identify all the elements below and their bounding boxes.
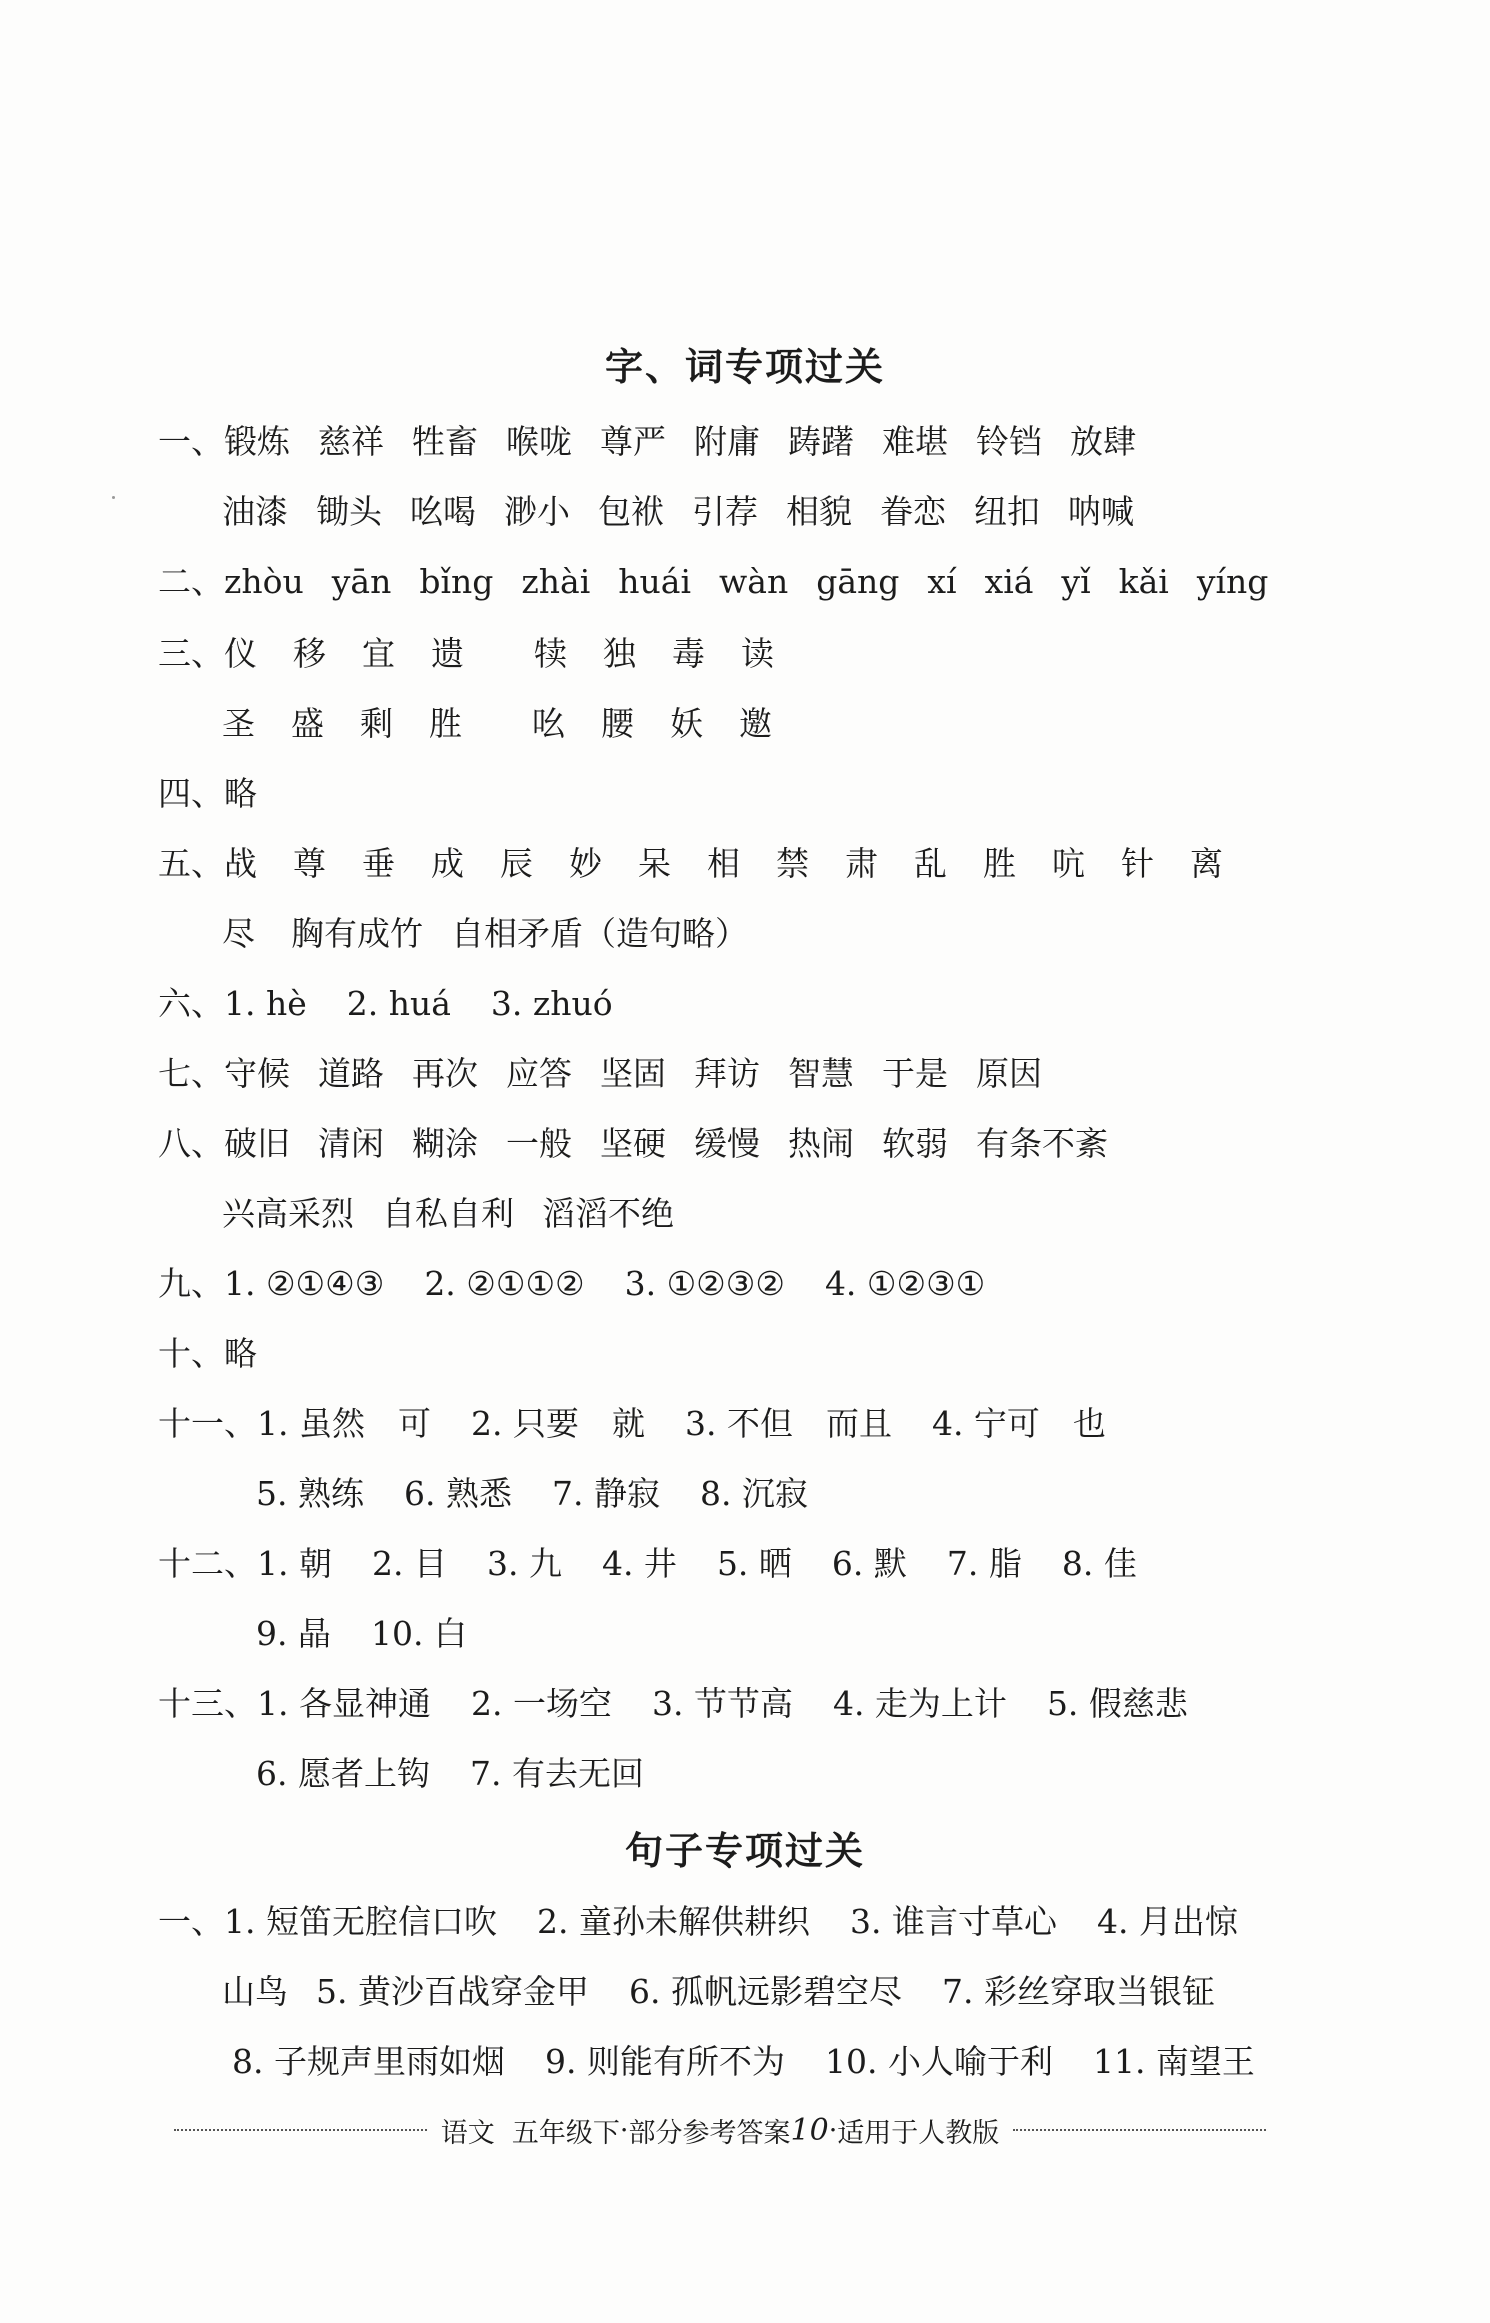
answer-item: 尽 bbox=[222, 914, 255, 953]
answer-item: 守候 bbox=[224, 1054, 290, 1093]
answer-item: yíng bbox=[1196, 562, 1269, 601]
question-number: 三、 bbox=[158, 634, 224, 673]
question-number: 一、 bbox=[158, 422, 224, 461]
word-answer-line bbox=[158, 1262, 1025, 1306]
answer-item: 9. 则能有所不为 bbox=[544, 2042, 785, 2081]
answer-item: 渺小 bbox=[504, 492, 570, 531]
answer-item: 胸有成竹 bbox=[291, 914, 423, 953]
answer-item: 4. 走为上计 bbox=[832, 1684, 1007, 1723]
answer-item: 4. 月出惊 bbox=[1096, 1902, 1238, 1941]
answer-item: 8. 佳 bbox=[1061, 1544, 1137, 1583]
answer-item: 3. 不但 而且 bbox=[684, 1404, 892, 1443]
answer-item: 锻炼 bbox=[224, 422, 290, 461]
answer-item: 11. 南望王 bbox=[1092, 2042, 1255, 2081]
answer-item: 6. 熟悉 bbox=[403, 1474, 512, 1513]
answer-item: 油漆 bbox=[222, 492, 288, 531]
answer-item: 放肆 bbox=[1070, 422, 1136, 461]
answer-item: 妖 bbox=[670, 704, 703, 743]
word-answer-line bbox=[158, 1542, 1177, 1586]
answer-item: 吆喝 bbox=[410, 492, 476, 531]
answer-item: 4. ①②③① bbox=[824, 1264, 986, 1303]
answer-item: 辰 bbox=[500, 844, 533, 883]
answer-item: bǐng bbox=[419, 562, 494, 601]
answer-item: 再次 bbox=[412, 1054, 478, 1093]
answer-item: 垂 bbox=[362, 844, 395, 883]
answer-item: 战 bbox=[224, 844, 257, 883]
sentence-answer-line bbox=[158, 1900, 1278, 1944]
answer-item: 慈祥 bbox=[318, 422, 384, 461]
answer-item: 遗 bbox=[431, 634, 464, 673]
answer-item: kǎi bbox=[1118, 562, 1169, 601]
question-number: 七、 bbox=[158, 1054, 224, 1093]
answer-item: zhài bbox=[521, 562, 591, 601]
answer-item: 兴高采烈 bbox=[222, 1194, 354, 1233]
answer-item: 应答 bbox=[506, 1054, 572, 1093]
answer-item: 针 bbox=[1121, 844, 1154, 883]
answer-item: 坚硬 bbox=[600, 1124, 666, 1163]
answer-item: 尊 bbox=[293, 844, 326, 883]
word-answer-line bbox=[158, 842, 1259, 886]
word-answer-line bbox=[158, 1682, 1228, 1726]
answer-item: huái bbox=[618, 562, 692, 601]
answer-item: 成 bbox=[431, 844, 464, 883]
answer-item: 自相矛盾（造句略） bbox=[451, 914, 748, 953]
answer-item: 纽扣 bbox=[974, 492, 1040, 531]
answer-item: 智慧 bbox=[788, 1054, 854, 1093]
footer-subject: 语文 bbox=[440, 2117, 495, 2149]
word-answer-line bbox=[158, 1402, 1146, 1446]
answer-item: 3. zhuó bbox=[490, 984, 613, 1023]
answer-item: 软弱 bbox=[882, 1124, 948, 1163]
answer-item: 7. 静寂 bbox=[551, 1474, 660, 1513]
answer-item: 7. 有去无回 bbox=[469, 1754, 644, 1793]
word-answer-line bbox=[222, 912, 776, 956]
footer-dotted-rule-right bbox=[1013, 2129, 1266, 2131]
answer-item: 一般 bbox=[506, 1124, 572, 1163]
sentence-answer-line bbox=[222, 1970, 1255, 2014]
answer-item: 独 bbox=[603, 634, 636, 673]
answer-item: 于是 bbox=[882, 1054, 948, 1093]
answer-item: 清闲 bbox=[318, 1124, 384, 1163]
word-answer-line bbox=[158, 1122, 1136, 1166]
answer-item: 10. 小人喻于利 bbox=[824, 2042, 1053, 2081]
word-answer-line bbox=[158, 560, 1296, 604]
answer-item: 6. 默 bbox=[831, 1544, 907, 1583]
answer-item: 1. hè bbox=[224, 984, 307, 1023]
question-number: 十二、 bbox=[158, 1544, 257, 1583]
answer-item: wàn bbox=[719, 562, 789, 601]
answer-item: 3. 九 bbox=[486, 1544, 562, 1583]
answer-item: xiá bbox=[984, 562, 1034, 601]
answer-item: yān bbox=[331, 562, 392, 601]
word-answer-line bbox=[222, 490, 1162, 534]
answer-item: 8. 子规声里雨如烟 bbox=[232, 2042, 505, 2081]
footer-label: 部分参考答案 bbox=[628, 2117, 791, 2149]
answer-item: 铃铛 bbox=[976, 422, 1042, 461]
answer-item: 1. 短笛无腔信口吹 bbox=[224, 1902, 497, 1941]
answer-item: 略 bbox=[224, 1334, 257, 1373]
question-number: 十一、 bbox=[158, 1404, 257, 1443]
section-title-characters-words: 字、词专项过关 bbox=[604, 344, 885, 389]
section-title-sentences: 句子专项过关 bbox=[624, 1828, 865, 1873]
answer-item: 坚固 bbox=[600, 1054, 666, 1093]
answer-item: 2. 目 bbox=[371, 1544, 447, 1583]
answer-item: 拜访 bbox=[694, 1054, 760, 1093]
answer-item: 8. 沉寂 bbox=[699, 1474, 808, 1513]
answer-item: 胜 bbox=[429, 704, 462, 743]
word-answer-line bbox=[158, 1052, 1070, 1096]
footer-page-number: 10 bbox=[790, 2112, 829, 2148]
answer-item: 禁 bbox=[776, 844, 809, 883]
answer-item: 引荐 bbox=[692, 492, 758, 531]
answer-item: 糊涂 bbox=[412, 1124, 478, 1163]
answer-item: 热闹 bbox=[788, 1124, 854, 1163]
answer-item: 妙 bbox=[569, 844, 602, 883]
answer-item: 胜 bbox=[983, 844, 1016, 883]
scan-speck bbox=[112, 496, 115, 499]
question-number: 九、 bbox=[158, 1264, 224, 1303]
answer-item: 离 bbox=[1190, 844, 1223, 883]
answer-item: 略 bbox=[224, 774, 257, 813]
answer-item: 滔滔不绝 bbox=[542, 1194, 674, 1233]
answer-item: zhòu bbox=[224, 562, 304, 601]
word-answer-line bbox=[222, 702, 808, 746]
answer-item: 9. 晶 bbox=[256, 1614, 331, 1653]
answer-item: 3. ①②③② bbox=[624, 1264, 785, 1303]
answer-item: 难堪 bbox=[882, 422, 948, 461]
answer-item: 包袱 bbox=[598, 492, 664, 531]
answer-item: 7. 彩丝穿取当银钲 bbox=[941, 1972, 1215, 2011]
answer-item: 吆 bbox=[532, 704, 565, 743]
answer-item: 5. 假慈悲 bbox=[1046, 1684, 1188, 1723]
footer-grade: 五年级下 bbox=[511, 2117, 620, 2149]
word-answer-line bbox=[222, 1192, 702, 1236]
answer-item: 山鸟 bbox=[222, 1972, 288, 2011]
question-number: 十、 bbox=[158, 1334, 224, 1373]
answer-item: 5. 熟练 bbox=[256, 1474, 364, 1513]
question-number: 八、 bbox=[158, 1124, 224, 1163]
word-answer-line bbox=[256, 1752, 684, 1796]
footer-dotted-rule-left bbox=[174, 2129, 427, 2131]
answer-item: 宜 bbox=[362, 634, 395, 673]
answer-item: 仪 bbox=[224, 634, 257, 673]
answer-item: 5. 黄沙百战穿金甲 bbox=[316, 1972, 589, 2011]
answer-item: 牲畜 bbox=[412, 422, 478, 461]
answer-item: gāng bbox=[816, 562, 900, 601]
question-number: 五、 bbox=[158, 844, 224, 883]
answer-item: 肃 bbox=[845, 844, 878, 883]
answer-item: 2. huá bbox=[346, 984, 451, 1023]
answer-item: 剩 bbox=[360, 704, 393, 743]
answer-item: 附庸 bbox=[694, 422, 760, 461]
question-number: 十三、 bbox=[158, 1684, 257, 1723]
answer-item: 3. 节节高 bbox=[651, 1684, 793, 1723]
answer-item: 3. 谁言寸草心 bbox=[849, 1902, 1057, 1941]
answer-item: 2. 一场空 bbox=[470, 1684, 612, 1723]
answer-item: 腰 bbox=[601, 704, 634, 743]
answer-item: 1. 各显神通 bbox=[257, 1684, 431, 1723]
answer-item: 眷恋 bbox=[880, 492, 946, 531]
answer-item: 移 bbox=[293, 634, 326, 673]
word-answer-line bbox=[158, 420, 1164, 464]
answer-item: 道路 bbox=[318, 1054, 384, 1093]
answer-item: 4. 井 bbox=[601, 1544, 677, 1583]
answer-item: 10. 白 bbox=[370, 1614, 467, 1653]
word-answer-line bbox=[158, 632, 810, 676]
word-answer-line bbox=[158, 982, 653, 1026]
answer-item: 原因 bbox=[976, 1054, 1042, 1093]
answer-item: 相貌 bbox=[786, 492, 852, 531]
answer-item: 毒 bbox=[672, 634, 705, 673]
answer-item: 尊严 bbox=[600, 422, 666, 461]
word-answer-line bbox=[256, 1612, 507, 1656]
answer-item: 锄头 bbox=[316, 492, 382, 531]
word-answer-line bbox=[158, 772, 293, 816]
answer-item: 2. 只要 就 bbox=[470, 1404, 645, 1443]
answer-item: 圣 bbox=[222, 704, 255, 743]
answer-item: 乱 bbox=[914, 844, 947, 883]
question-number: 二、 bbox=[158, 562, 224, 601]
answer-item: 6. 愿者上钩 bbox=[256, 1754, 430, 1793]
page-footer: 语文 五年级下 · 部分参考答案 10 · 适用于人教版 bbox=[160, 2108, 1280, 2152]
word-answer-line bbox=[158, 1332, 293, 1376]
answer-item: 邀 bbox=[739, 704, 772, 743]
answer-item: 呐喊 bbox=[1068, 492, 1134, 531]
answer-item: 1. 朝 bbox=[257, 1544, 332, 1583]
question-number: 四、 bbox=[158, 774, 224, 813]
word-answer-line bbox=[256, 1472, 848, 1516]
sentence-answer-line bbox=[232, 2040, 1295, 2084]
answer-item: 呆 bbox=[638, 844, 671, 883]
answer-item: 2. ②①①② bbox=[424, 1264, 585, 1303]
answer-item: 自私自利 bbox=[382, 1194, 514, 1233]
answer-item: 盛 bbox=[291, 704, 324, 743]
answer-item: 喉咙 bbox=[506, 422, 572, 461]
answer-item: 吭 bbox=[1052, 844, 1085, 883]
answer-item: 缓慢 bbox=[694, 1124, 760, 1163]
answer-item: 踌躇 bbox=[788, 422, 854, 461]
answer-item: xí bbox=[927, 562, 957, 601]
answer-item: 1. 虽然 可 bbox=[257, 1404, 431, 1443]
footer-edition: 适用于人教版 bbox=[837, 2117, 1000, 2149]
answer-item: 有条不紊 bbox=[976, 1124, 1108, 1163]
answer-item: 6. 孤帆远影碧空尽 bbox=[628, 1972, 902, 2011]
question-number: 六、 bbox=[158, 984, 224, 1023]
answer-item: yǐ bbox=[1061, 562, 1091, 601]
answer-item: 1. ②①④③ bbox=[224, 1264, 385, 1303]
answer-item: 读 bbox=[741, 634, 774, 673]
answer-item: 破旧 bbox=[224, 1124, 290, 1163]
answer-item: 相 bbox=[707, 844, 740, 883]
answer-item: 5. 晒 bbox=[716, 1544, 792, 1583]
answer-item: 7. 脂 bbox=[946, 1544, 1022, 1583]
answer-item: 4. 宁可 也 bbox=[931, 1404, 1106, 1443]
answer-item: 犊 bbox=[534, 634, 567, 673]
question-number: 一、 bbox=[158, 1902, 224, 1941]
answer-item: 2. 童孙未解供耕织 bbox=[536, 1902, 810, 1941]
